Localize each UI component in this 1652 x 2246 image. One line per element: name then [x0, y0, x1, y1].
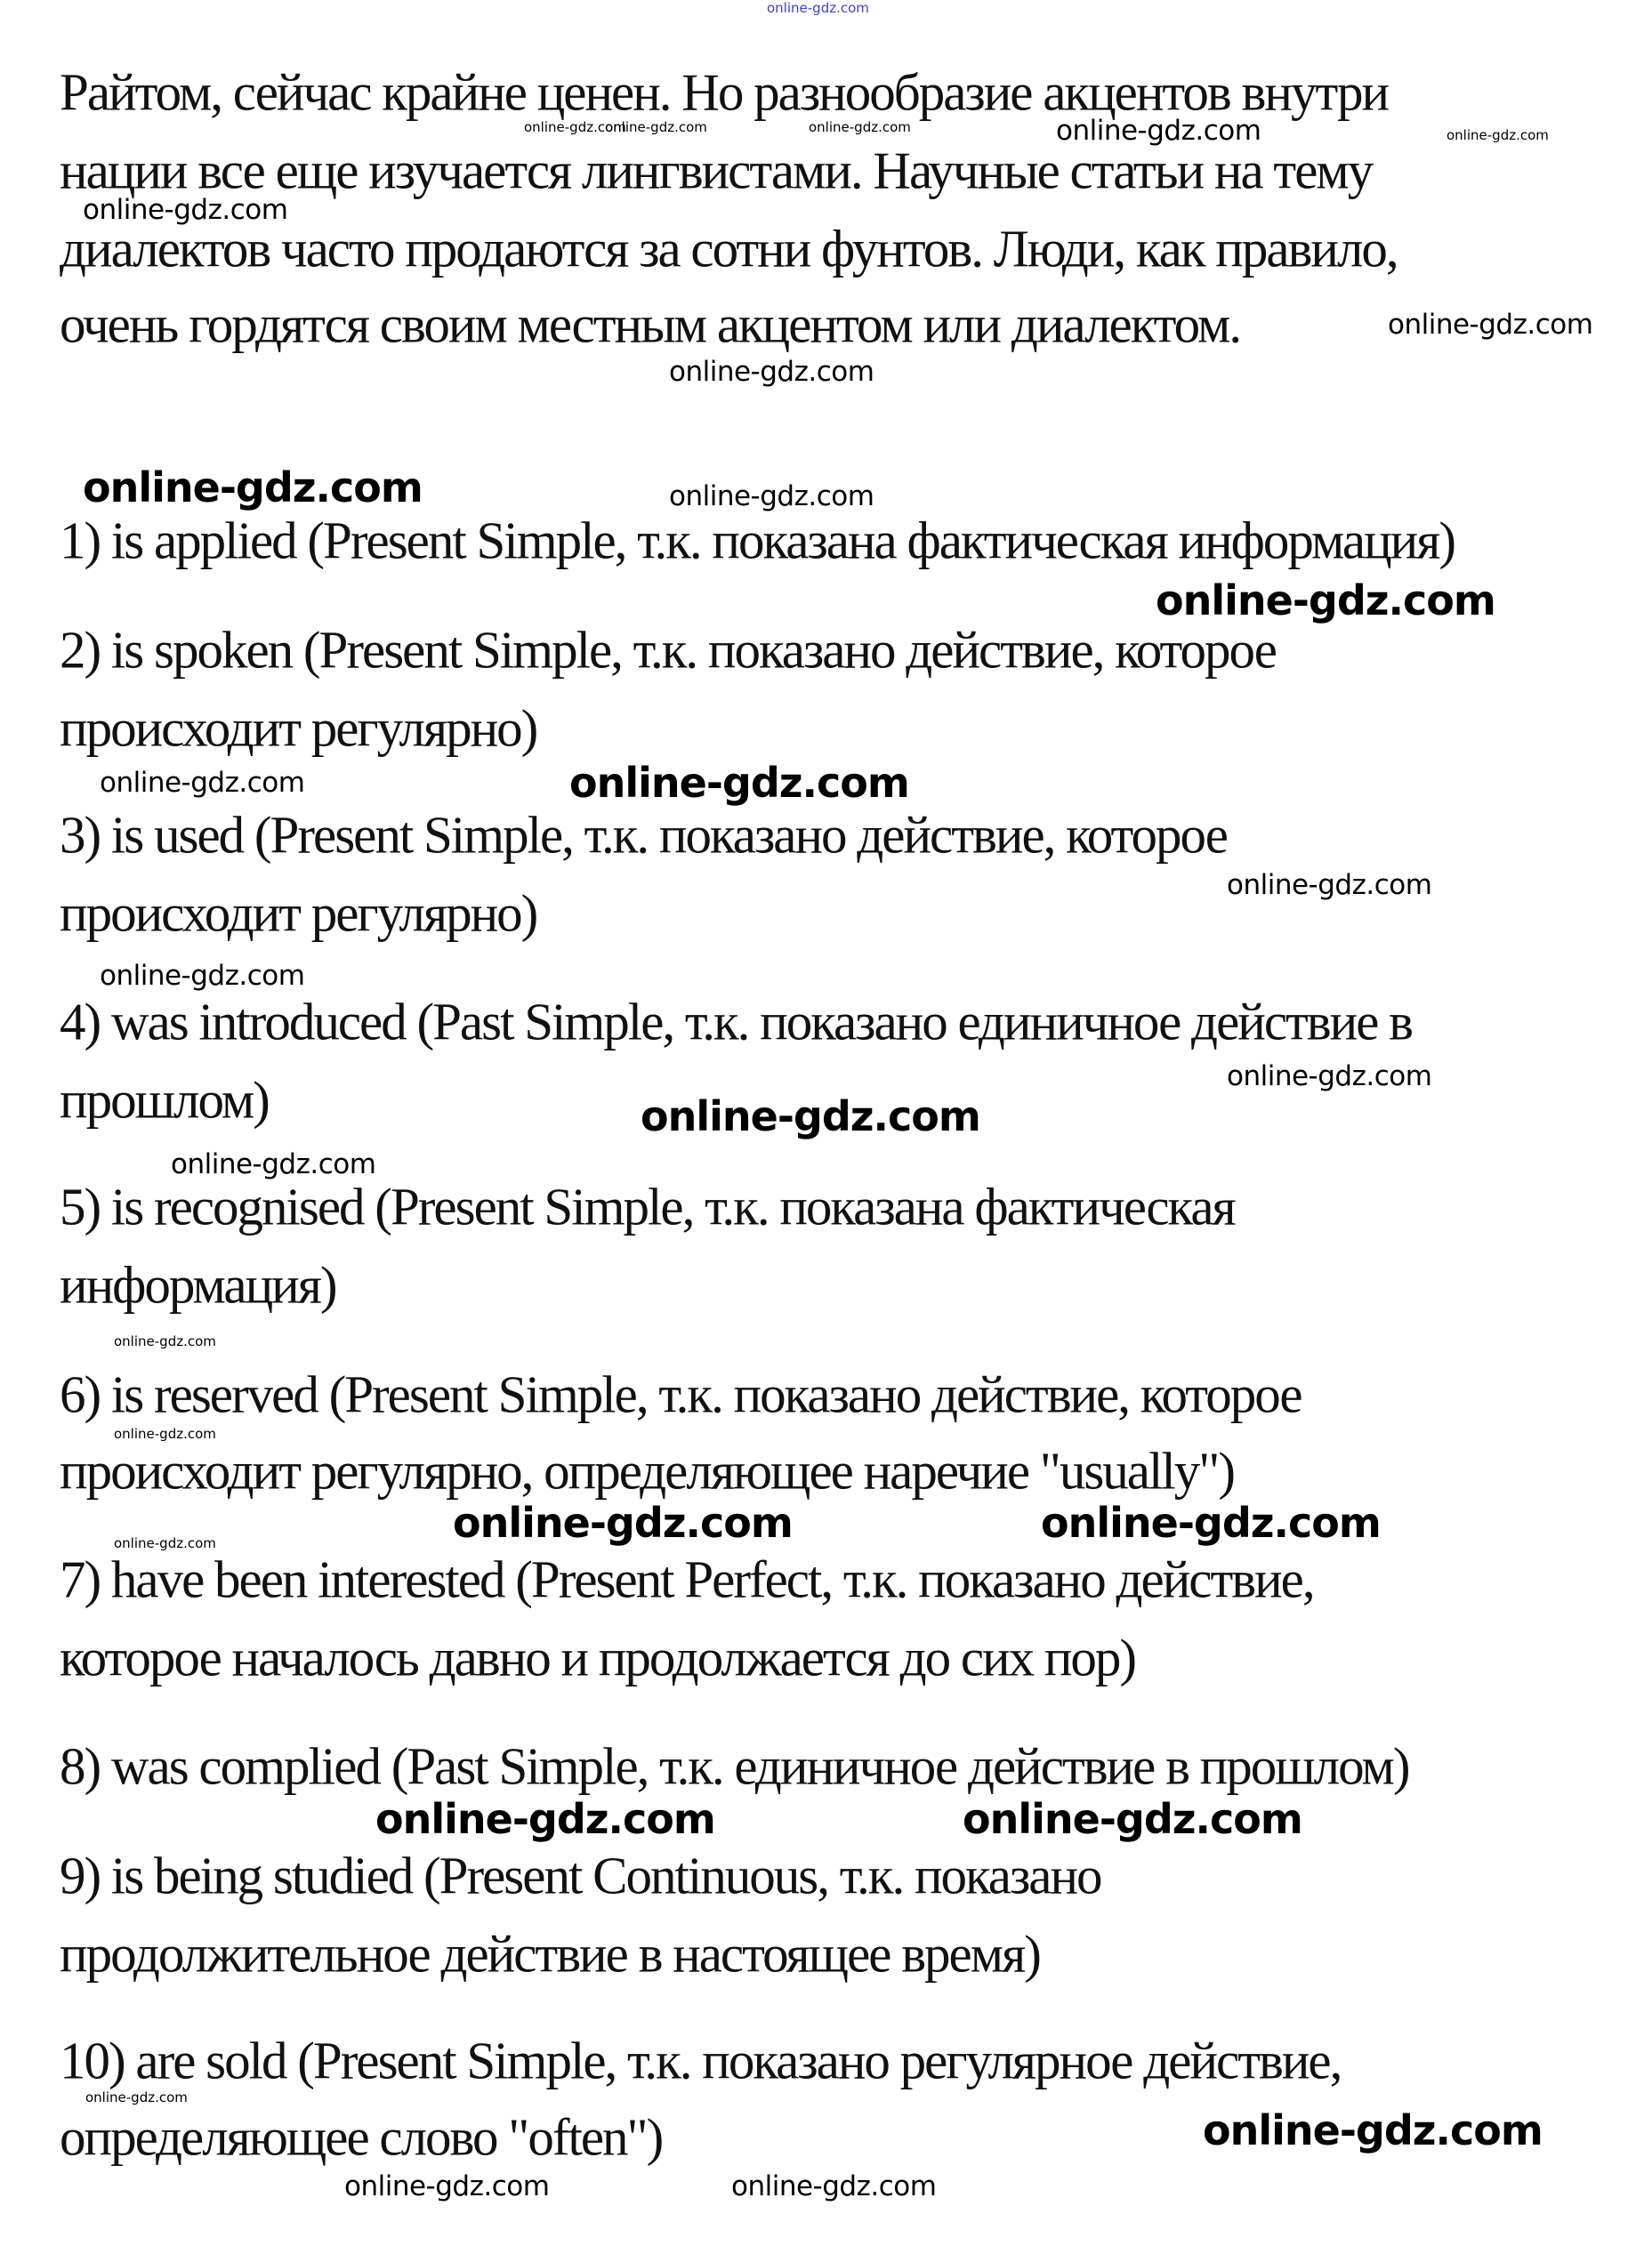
- watermark: online-gdz.com: [375, 1795, 715, 1843]
- watermark: online-gdz.com: [524, 119, 626, 135]
- answer-line: происходит регулярно): [60, 698, 537, 758]
- watermark: online-gdz.com: [1447, 127, 1549, 143]
- watermark: online-gdz.com: [1388, 309, 1593, 341]
- answer-line: происходит регулярно, определяющее наречие "usually"): [60, 1441, 1234, 1501]
- answer-line: происходит регулярно): [60, 883, 537, 943]
- answer-line: продолжительное действие в настоящее время): [60, 1924, 1040, 1984]
- answer-line: 8) was complied (Past Simple, т.к. единичное действие в прошлом): [60, 1736, 1409, 1796]
- answer-line: определяющее слово "often"): [60, 2107, 663, 2167]
- answer-line: 6) is reserved (Present Simple, т.к. показано действие, которое: [60, 1365, 1301, 1424]
- answer-line: 1) is applied (Present Simple, т.к. показана фактическая информация): [60, 511, 1455, 570]
- watermark: online-gdz.com: [1156, 576, 1495, 624]
- answer-line: прошлом): [60, 1070, 269, 1130]
- watermark: online-gdz.com: [85, 2089, 188, 2105]
- answer-line: которое началось давно и продолжается до сих пор): [60, 1628, 1136, 1687]
- answer-line: 4) was introduced (Past Simple, т.к. показано единичное действие в: [60, 992, 1413, 1051]
- answer-line: 7) have been interested (Present Perfect, т.к. показано действие,: [60, 1550, 1314, 1609]
- watermark: online-gdz.com: [344, 2170, 550, 2202]
- watermark: online-gdz.com: [569, 759, 909, 807]
- watermark: online-gdz.com: [1203, 2106, 1543, 2154]
- watermark: online-gdz.com: [1041, 1499, 1381, 1547]
- watermark: online-gdz.com: [669, 480, 874, 512]
- watermark: online-gdz.com: [731, 2170, 937, 2202]
- paragraph-line: очень гордятся своим местным акцентом или диалектом.: [60, 294, 1241, 354]
- answer-line: 3) is used (Present Simple, т.к. показано действие, которое: [60, 805, 1227, 865]
- watermark-top: online-gdz.com: [767, 0, 869, 16]
- watermark: online-gdz.com: [1227, 1060, 1432, 1092]
- watermark: online-gdz.com: [453, 1499, 793, 1547]
- watermark: online-gdz.com: [1227, 869, 1432, 901]
- paragraph-line: нации все еще изучается лингвистами. Научные статьи на тему: [60, 141, 1373, 200]
- paragraph-line: диалектов часто продаются за сотни фунтов. Люди, как правило,: [60, 219, 1398, 278]
- watermark: online-gdz.com: [83, 194, 288, 226]
- answer-line: информация): [60, 1255, 336, 1315]
- watermark: online-gdz.com: [605, 119, 707, 135]
- paragraph-line: Райтом, сейчас крайне ценен. Но разнообразие акцентов внутри: [60, 62, 1389, 122]
- watermark: online-gdz.com: [641, 1092, 980, 1140]
- watermark: online-gdz.com: [100, 960, 305, 992]
- watermark: online-gdz.com: [100, 767, 305, 799]
- answer-line: 5) is recognised (Present Simple, т.к. показана фактическая: [60, 1177, 1235, 1236]
- watermark: online-gdz.com: [114, 1426, 216, 1442]
- answer-line: 2) is spoken (Present Simple, т.к. показано действие, которое: [60, 620, 1276, 680]
- answer-line: 9) is being studied (Present Continuous, т.к. показано: [60, 1846, 1101, 1905]
- watermark: online-gdz.com: [114, 1333, 216, 1349]
- watermark: online-gdz.com: [809, 119, 911, 135]
- watermark: online-gdz.com: [83, 463, 423, 511]
- watermark: online-gdz.com: [1056, 115, 1261, 147]
- watermark: online-gdz.com: [669, 356, 874, 388]
- answer-line: 10) are sold (Present Simple, т.к. показано регулярное действие,: [60, 2031, 1342, 2090]
- watermark: online-gdz.com: [171, 1148, 376, 1180]
- watermark: online-gdz.com: [963, 1795, 1302, 1843]
- watermark: online-gdz.com: [114, 1535, 216, 1551]
